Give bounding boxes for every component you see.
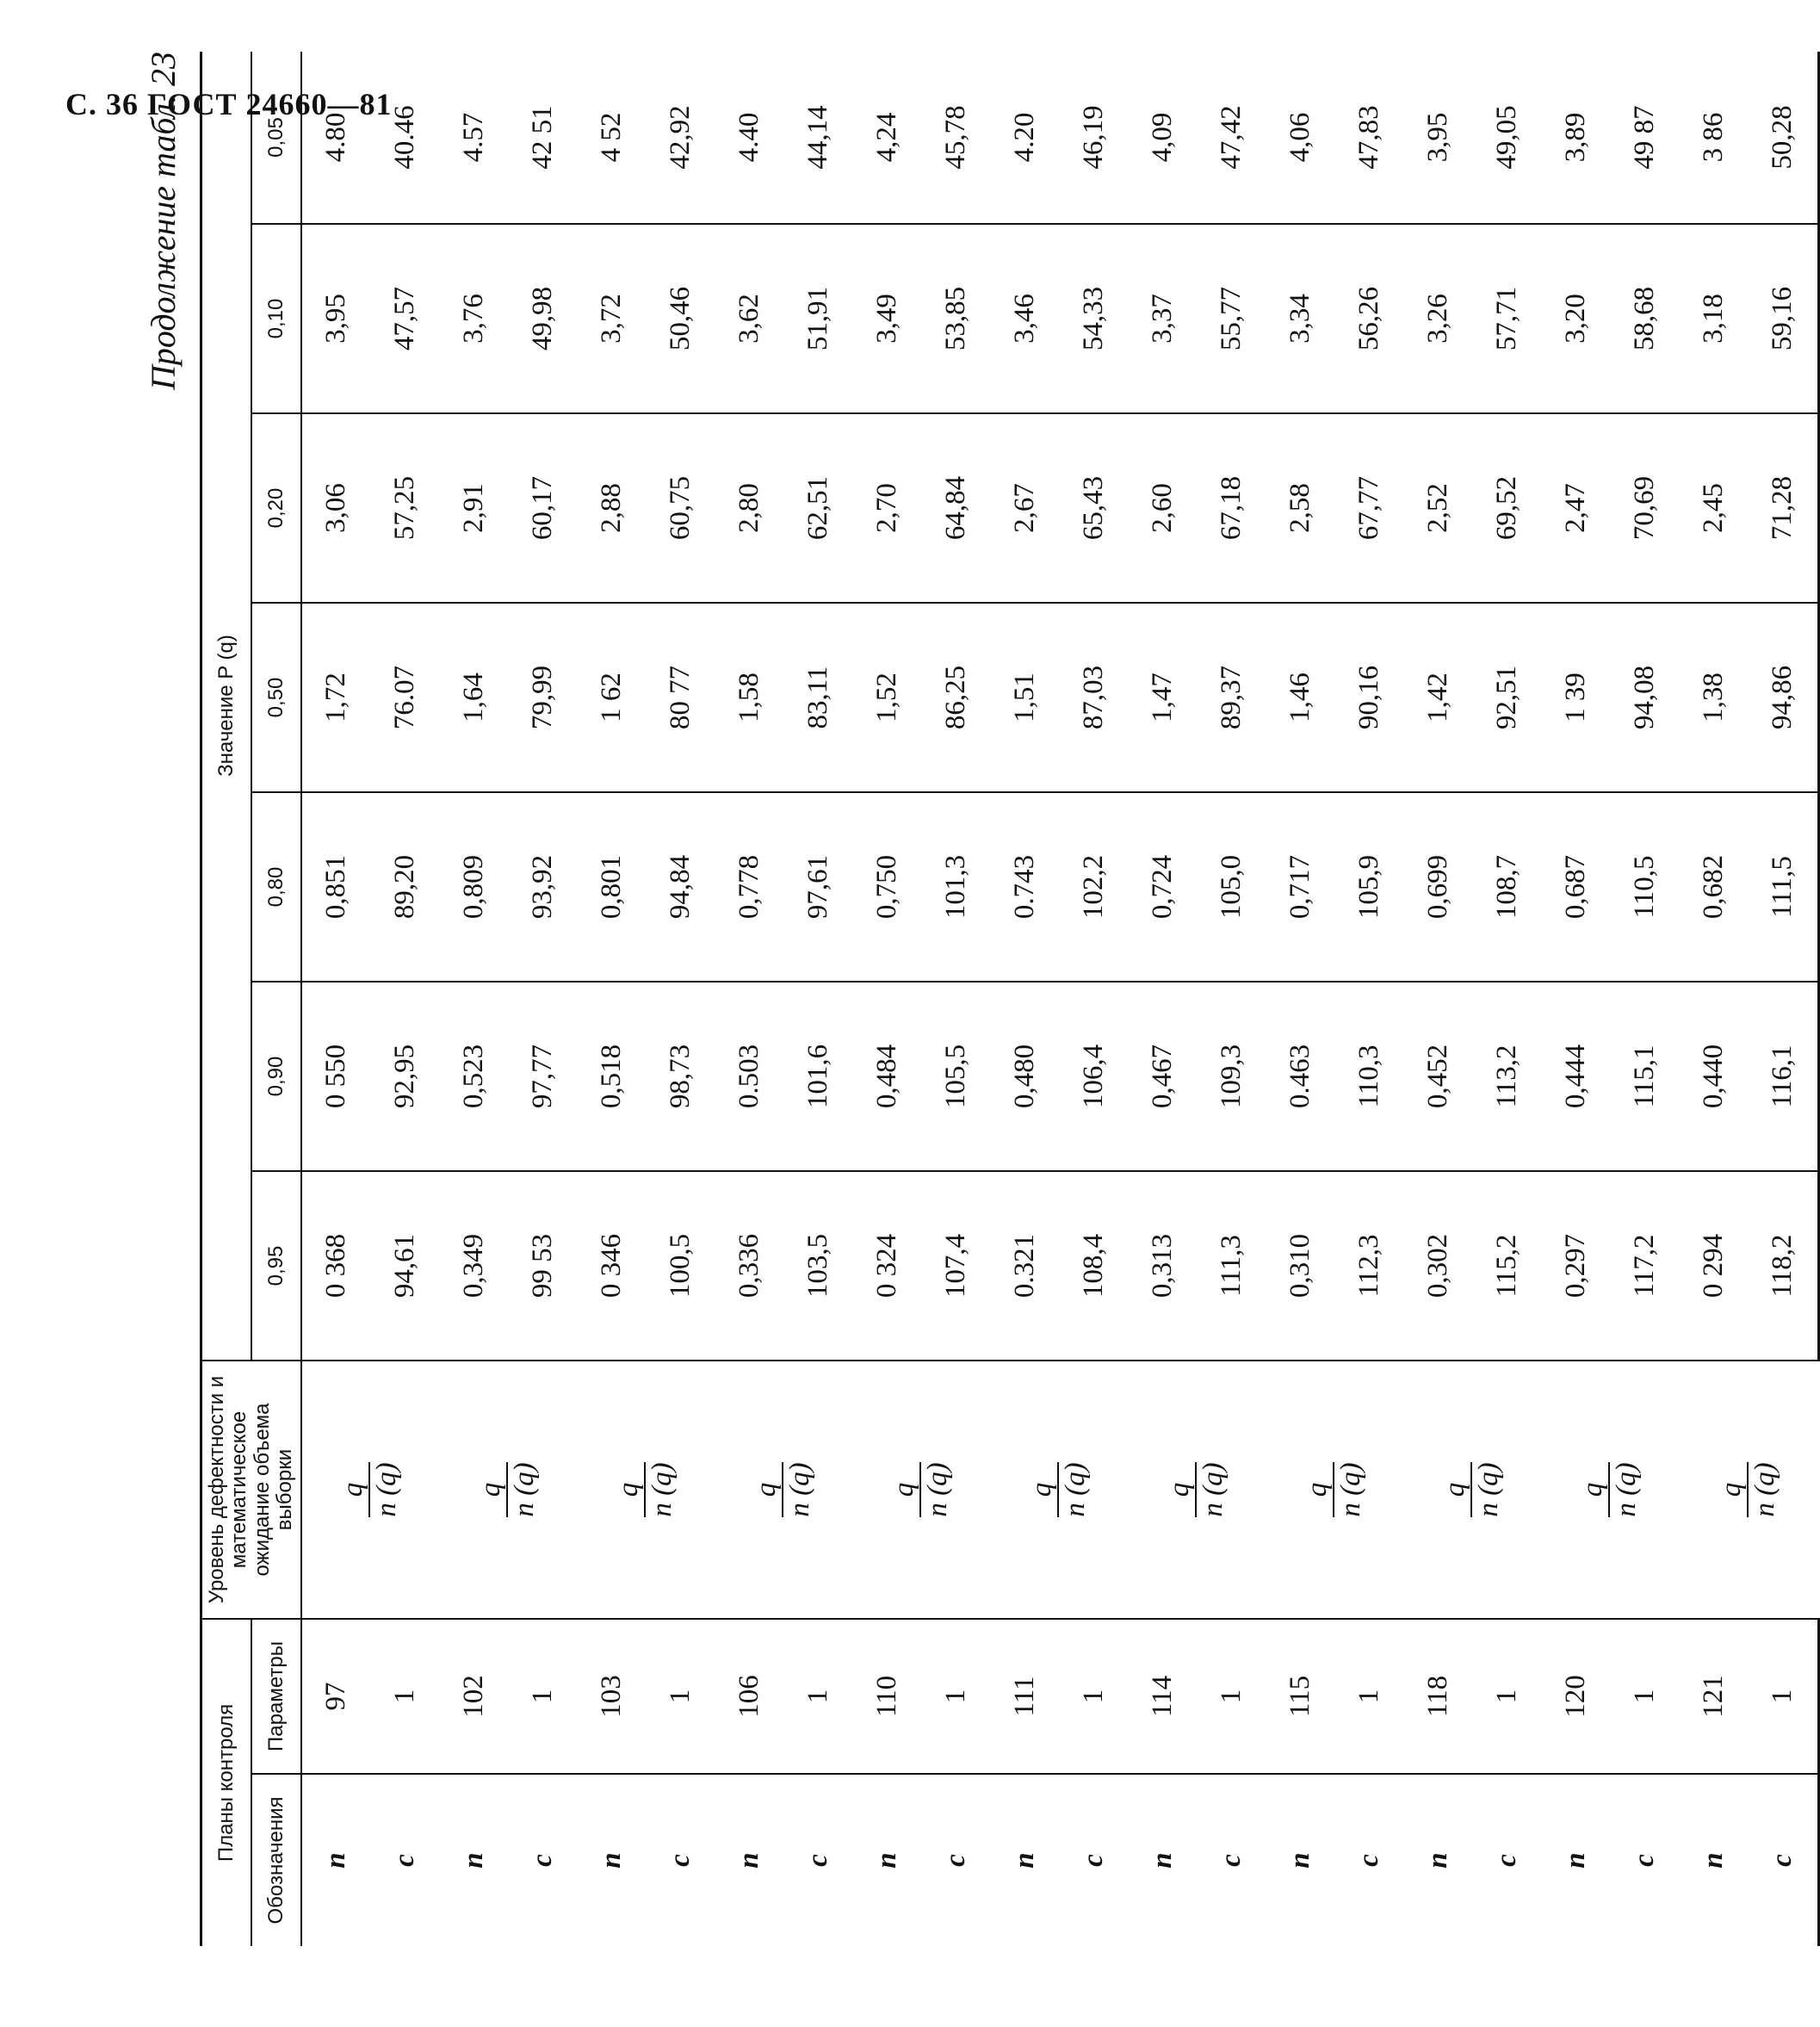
header-level: Уровень дефектности и математическое ожидание объема выборки	[201, 1361, 301, 1619]
value-cell: 87,03	[1060, 603, 1129, 792]
level-cell	[1680, 1361, 1819, 1619]
value-cell: 92,95	[371, 982, 440, 1171]
value-cell: 105,9	[1335, 792, 1404, 982]
value-cell: 0,851	[301, 792, 371, 982]
value-cell: 92,51	[1473, 603, 1542, 792]
value-cell: 115,1	[1611, 982, 1680, 1171]
value-cell: 42 51	[509, 52, 578, 224]
fraction-numerator: q	[1302, 1482, 1334, 1497]
designation-cell: c	[1353, 1854, 1385, 1867]
value-cell: 1 62	[578, 603, 647, 792]
designation-cell: n	[1560, 1852, 1592, 1869]
value-cell: 2,80	[715, 413, 784, 603]
value-cell: 108,4	[1060, 1171, 1129, 1361]
designation-cell: c	[527, 1854, 559, 1867]
parameter-cell: 1	[1060, 1619, 1129, 1774]
table-row	[1266, 52, 1335, 1946]
value-cell: 3 86	[1680, 52, 1749, 224]
parameter-cell: 111	[991, 1619, 1060, 1774]
designation-cell: c	[1629, 1854, 1661, 1867]
value-cell: 50,46	[647, 224, 715, 413]
level-cell	[301, 1361, 440, 1619]
value-cell: 69,52	[1473, 413, 1542, 603]
value-cell: 3,72	[578, 224, 647, 413]
value-cell: 111,5	[1749, 792, 1819, 982]
value-cell: 99 53	[509, 1171, 578, 1361]
value-cell: 0 294	[1680, 1171, 1749, 1361]
value-cell: 112,3	[1335, 1171, 1404, 1361]
designation-cell: c	[802, 1854, 834, 1867]
value-cell: 3,20	[1542, 224, 1611, 413]
header-pvalue: Значение P (q)	[201, 52, 251, 1361]
level-fraction	[1027, 1462, 1090, 1516]
parameter-cell: 97	[301, 1619, 371, 1774]
header-p-col: 0,10	[251, 224, 301, 413]
value-cell: 47,83	[1335, 52, 1404, 224]
value-cell: 0,297	[1542, 1171, 1611, 1361]
level-cell	[1129, 1361, 1266, 1619]
table-row	[922, 52, 991, 1946]
value-cell: 0.743	[991, 792, 1060, 982]
value-cell: 47,42	[1198, 52, 1266, 224]
fraction-denominator: n (q)	[1608, 1462, 1642, 1516]
table-row	[991, 52, 1060, 1946]
value-cell: 3,89	[1542, 52, 1611, 224]
designation-cell: c	[665, 1854, 696, 1867]
designation-cell: c	[1216, 1854, 1247, 1867]
value-cell: 0,699	[1404, 792, 1473, 982]
value-cell: 2,91	[440, 413, 509, 603]
fraction-denominator: n (q)	[644, 1462, 678, 1516]
value-cell: 49,98	[509, 224, 578, 413]
value-cell: 44,14	[784, 52, 853, 224]
value-cell: 118,2	[1749, 1171, 1819, 1361]
value-cell: 3,95	[1404, 52, 1473, 224]
fraction-denominator: n (q)	[1333, 1462, 1366, 1516]
level-fraction	[614, 1462, 677, 1516]
value-cell: 0 368	[301, 1171, 371, 1361]
value-cell: 0,518	[578, 982, 647, 1171]
value-cell: 2,58	[1266, 413, 1335, 603]
value-cell: 50,28	[1749, 52, 1819, 224]
level-cell	[1266, 1361, 1404, 1619]
header-designations: Обозначения	[251, 1774, 301, 1946]
value-cell: 3,06	[301, 413, 371, 603]
designation-cell: n	[320, 1852, 352, 1869]
value-cell: 4,06	[1266, 52, 1335, 224]
fraction-numerator: q	[1577, 1482, 1609, 1497]
parameter-cell: 1	[784, 1619, 853, 1774]
table-row	[1060, 52, 1129, 1946]
parameter-cell: 1	[1611, 1619, 1680, 1774]
level-cell	[1542, 1361, 1680, 1619]
parameter-cell: 102	[440, 1619, 509, 1774]
value-cell: 0,682	[1680, 792, 1749, 982]
value-cell: 2,47	[1542, 413, 1611, 603]
value-cell: 67,77	[1335, 413, 1404, 603]
value-cell: 42,92	[647, 52, 715, 224]
value-cell: 59,16	[1749, 224, 1819, 413]
rotated-table-container	[138, 52, 1798, 1946]
value-cell: 0,778	[715, 792, 784, 982]
parameter-cell: 106	[715, 1619, 784, 1774]
fraction-numerator: q	[613, 1482, 645, 1497]
value-cell: 0.463	[1266, 982, 1335, 1171]
designation-cell: n	[734, 1852, 765, 1869]
value-cell: 57,71	[1473, 224, 1542, 413]
table-row	[1749, 52, 1819, 1946]
value-cell: 0,750	[853, 792, 922, 982]
parameter-cell: 1	[1335, 1619, 1404, 1774]
value-cell: 105,5	[922, 982, 991, 1171]
value-cell: 80 77	[647, 603, 715, 792]
header-p-col: 0,95	[251, 1171, 301, 1361]
level-fraction	[1578, 1462, 1641, 1516]
page-header: С. 36 ГОСТ 24660—81	[65, 87, 393, 121]
value-cell: 51,91	[784, 224, 853, 413]
value-cell: 0,302	[1404, 1171, 1473, 1361]
value-cell: 1,42	[1404, 603, 1473, 792]
value-cell: 60,75	[647, 413, 715, 603]
level-fraction	[476, 1462, 539, 1516]
value-cell: 105,0	[1198, 792, 1266, 982]
value-cell: 0 324	[853, 1171, 922, 1361]
value-cell: 106,4	[1060, 982, 1129, 1171]
table-row	[1611, 52, 1680, 1946]
fraction-numerator: q	[337, 1482, 369, 1497]
value-cell: 90,16	[1335, 603, 1404, 792]
value-cell: 62,51	[784, 413, 853, 603]
value-cell: 0 346	[578, 1171, 647, 1361]
value-cell: 58,68	[1611, 224, 1680, 413]
table-row	[1542, 52, 1611, 1946]
parameter-cell: 118	[1404, 1619, 1473, 1774]
level-fraction	[1303, 1462, 1365, 1516]
value-cell: 3,62	[715, 224, 784, 413]
value-cell: 0,310	[1266, 1171, 1335, 1361]
parameter-cell: 1	[922, 1619, 991, 1774]
value-cell: 1,46	[1266, 603, 1335, 792]
table-row	[715, 52, 784, 1946]
value-cell: 1 39	[1542, 603, 1611, 792]
table-row	[853, 52, 922, 1946]
value-cell: 4.57	[440, 52, 509, 224]
value-cell: 65,43	[1060, 413, 1129, 603]
value-cell: 111,3	[1198, 1171, 1266, 1361]
value-cell: 101,3	[922, 792, 991, 982]
header-p-col: 0,50	[251, 603, 301, 792]
value-cell: 102,2	[1060, 792, 1129, 982]
value-cell: 53,85	[922, 224, 991, 413]
designation-cell: c	[1078, 1854, 1110, 1867]
value-cell: 1,52	[853, 603, 922, 792]
level-cell	[991, 1361, 1129, 1619]
value-cell: 94,61	[371, 1171, 440, 1361]
parameter-cell: 114	[1129, 1619, 1198, 1774]
header-parameters: Параметры	[251, 1619, 301, 1774]
value-cell: 49 87	[1611, 52, 1680, 224]
table-row	[1680, 52, 1749, 1946]
value-cell: 0,809	[440, 792, 509, 982]
value-cell: 117,2	[1611, 1171, 1680, 1361]
designation-cell: n	[1285, 1852, 1316, 1869]
value-cell: 1,64	[440, 603, 509, 792]
value-cell: 3,26	[1404, 224, 1473, 413]
value-cell: 98,73	[647, 982, 715, 1171]
value-cell: 2,52	[1404, 413, 1473, 603]
parameter-cell: 115	[1266, 1619, 1335, 1774]
fraction-denominator: n (q)	[1057, 1462, 1091, 1516]
value-cell: 4 52	[578, 52, 647, 224]
value-cell: 0.321	[991, 1171, 1060, 1361]
value-cell: 60,17	[509, 413, 578, 603]
value-cell: 0,444	[1542, 982, 1611, 1171]
fraction-numerator: q	[751, 1482, 783, 1497]
parameter-cell: 103	[578, 1619, 647, 1774]
value-cell: 2,88	[578, 413, 647, 603]
value-cell: 55,77	[1198, 224, 1266, 413]
level-cell	[715, 1361, 853, 1619]
value-cell: 89,37	[1198, 603, 1266, 792]
table-row	[784, 52, 853, 1946]
value-cell: 0,440	[1680, 982, 1749, 1171]
value-cell: 2,45	[1680, 413, 1749, 603]
fraction-numerator: q	[888, 1482, 920, 1497]
header-p-col: 0,80	[251, 792, 301, 982]
level-fraction	[338, 1462, 401, 1516]
value-cell: 0,717	[1266, 792, 1335, 982]
value-cell: 0,313	[1129, 1171, 1198, 1361]
value-cell: 3,49	[853, 224, 922, 413]
table-continuation-caption: Продолжение табл. 23	[144, 52, 183, 391]
value-cell: 107,4	[922, 1171, 991, 1361]
parameter-cell: 120	[1542, 1619, 1611, 1774]
value-cell: 46,19	[1060, 52, 1129, 224]
designation-cell: c	[940, 1854, 972, 1867]
value-cell: 109,3	[1198, 982, 1266, 1171]
table-row	[1129, 52, 1198, 1946]
value-cell: 1,47	[1129, 603, 1198, 792]
level-fraction	[1717, 1462, 1780, 1516]
value-cell: 3,18	[1680, 224, 1749, 413]
value-cell: 0,467	[1129, 982, 1198, 1171]
fraction-numerator: q	[1164, 1482, 1196, 1497]
parameter-cell: 1	[371, 1619, 440, 1774]
designation-cell: c	[1749, 1774, 1819, 1946]
level-fraction	[1440, 1462, 1503, 1516]
parameter-cell: 1	[1749, 1619, 1819, 1774]
table-row	[301, 52, 371, 1946]
value-cell: 4.80	[301, 52, 371, 224]
value-cell: 83,11	[784, 603, 853, 792]
value-cell: 2,67	[991, 413, 1060, 603]
table-row	[440, 52, 509, 1946]
value-cell: 2,60	[1129, 413, 1198, 603]
table-row	[1198, 52, 1266, 1946]
designation-cell: n	[1698, 1852, 1730, 1869]
fraction-denominator: n (q)	[1195, 1462, 1229, 1516]
value-cell: 47,57	[371, 224, 440, 413]
table-row	[578, 52, 647, 1946]
value-cell: 101,6	[784, 982, 853, 1171]
level-cell	[578, 1361, 715, 1619]
fraction-denominator: n (q)	[506, 1462, 540, 1516]
value-cell: 110,5	[1611, 792, 1680, 982]
fraction-denominator: n (q)	[1747, 1462, 1780, 1516]
value-cell: 1,72	[301, 603, 371, 792]
value-cell: 108,7	[1473, 792, 1542, 982]
value-cell: 86,25	[922, 603, 991, 792]
designation-cell: n	[1147, 1852, 1179, 1869]
level-cell	[440, 1361, 578, 1619]
value-cell: 4.20	[991, 52, 1060, 224]
value-cell: 57,25	[371, 413, 440, 603]
header-p-col: 0,20	[251, 413, 301, 603]
designation-cell: n	[596, 1852, 628, 1869]
value-cell: 2,70	[853, 413, 922, 603]
value-cell: 67,18	[1198, 413, 1266, 603]
value-cell: 3,46	[991, 224, 1060, 413]
fraction-numerator: q	[475, 1482, 507, 1497]
parameter-cell: 1	[1473, 1619, 1542, 1774]
value-cell: 113,2	[1473, 982, 1542, 1171]
designation-cell: n	[1422, 1852, 1454, 1869]
value-cell: 115,2	[1473, 1171, 1542, 1361]
fraction-numerator: q	[1026, 1482, 1058, 1497]
level-fraction	[752, 1462, 814, 1516]
table-row	[1473, 52, 1542, 1946]
value-cell: 103,5	[784, 1171, 853, 1361]
value-cell: 3,34	[1266, 224, 1335, 413]
table-row	[647, 52, 715, 1946]
value-cell: 93,92	[509, 792, 578, 982]
level-fraction	[1165, 1462, 1228, 1516]
value-cell: 3,76	[440, 224, 509, 413]
parameter-cell: 1	[1198, 1619, 1266, 1774]
value-cell: 0,336	[715, 1171, 784, 1361]
value-cell: 40.46	[371, 52, 440, 224]
table-row	[1335, 52, 1404, 1946]
fraction-numerator: q	[1715, 1482, 1747, 1497]
value-cell: 97,61	[784, 792, 853, 982]
parameter-cell: 1	[647, 1619, 715, 1774]
value-cell: 3,95	[301, 224, 371, 413]
value-cell: 76.07	[371, 603, 440, 792]
designation-cell: n	[1009, 1852, 1041, 1869]
fraction-denominator: n (q)	[1470, 1462, 1504, 1516]
value-cell: 4,09	[1129, 52, 1198, 224]
value-cell: 0,452	[1404, 982, 1473, 1171]
value-cell: 0,724	[1129, 792, 1198, 982]
header-p-col: 0,05	[251, 52, 301, 224]
value-cell: 3,37	[1129, 224, 1198, 413]
value-cell: 70,69	[1611, 413, 1680, 603]
level-fraction	[889, 1462, 952, 1516]
value-cell: 64,84	[922, 413, 991, 603]
value-cell: 49,05	[1473, 52, 1542, 224]
value-cell: 4,24	[853, 52, 922, 224]
value-cell: 0,687	[1542, 792, 1611, 982]
value-cell: 0,480	[991, 982, 1060, 1171]
data-table	[200, 52, 1820, 1946]
level-cell	[853, 1361, 991, 1619]
value-cell: 0,349	[440, 1171, 509, 1361]
designation-cell: c	[389, 1854, 421, 1867]
value-cell: 94,08	[1611, 603, 1680, 792]
value-cell: 1,51	[991, 603, 1060, 792]
value-cell: 56,26	[1335, 224, 1404, 413]
fraction-denominator: n (q)	[368, 1462, 402, 1516]
header-plans: Планы контроля	[201, 1619, 251, 1946]
value-cell: 0,484	[853, 982, 922, 1171]
header-p-col: 0,90	[251, 982, 301, 1171]
level-cell	[1404, 1361, 1542, 1619]
value-cell: 100,5	[647, 1171, 715, 1361]
parameter-cell: 110	[853, 1619, 922, 1774]
table-row	[509, 52, 578, 1946]
value-cell: 0,801	[578, 792, 647, 982]
designation-cell: n	[871, 1852, 903, 1869]
value-cell: 79,99	[509, 603, 578, 792]
table-body	[301, 52, 1819, 1946]
fraction-numerator: q	[1439, 1482, 1471, 1497]
table-row	[371, 52, 440, 1946]
value-cell: 110,3	[1335, 982, 1404, 1171]
table-row	[1404, 52, 1473, 1946]
value-cell: 1,58	[715, 603, 784, 792]
designation-cell: c	[1491, 1854, 1523, 1867]
value-cell: 0 550	[301, 982, 371, 1171]
value-cell: 71,28	[1749, 413, 1819, 603]
value-cell: 97,77	[509, 982, 578, 1171]
value-cell: 116,1	[1749, 982, 1819, 1171]
fraction-denominator: n (q)	[919, 1462, 953, 1516]
value-cell: 0.503	[715, 982, 784, 1171]
value-cell: 54,33	[1060, 224, 1129, 413]
fraction-denominator: n (q)	[782, 1462, 815, 1516]
parameter-cell: 121	[1680, 1619, 1749, 1774]
value-cell: 4.40	[715, 52, 784, 224]
value-cell: 0,523	[440, 982, 509, 1171]
value-cell: 45,78	[922, 52, 991, 224]
designation-cell: n	[458, 1852, 490, 1869]
value-cell: 94,84	[647, 792, 715, 982]
value-cell: 94,86	[1749, 603, 1819, 792]
parameter-cell: 1	[509, 1619, 578, 1774]
value-cell: 89,20	[371, 792, 440, 982]
value-cell: 1,38	[1680, 603, 1749, 792]
